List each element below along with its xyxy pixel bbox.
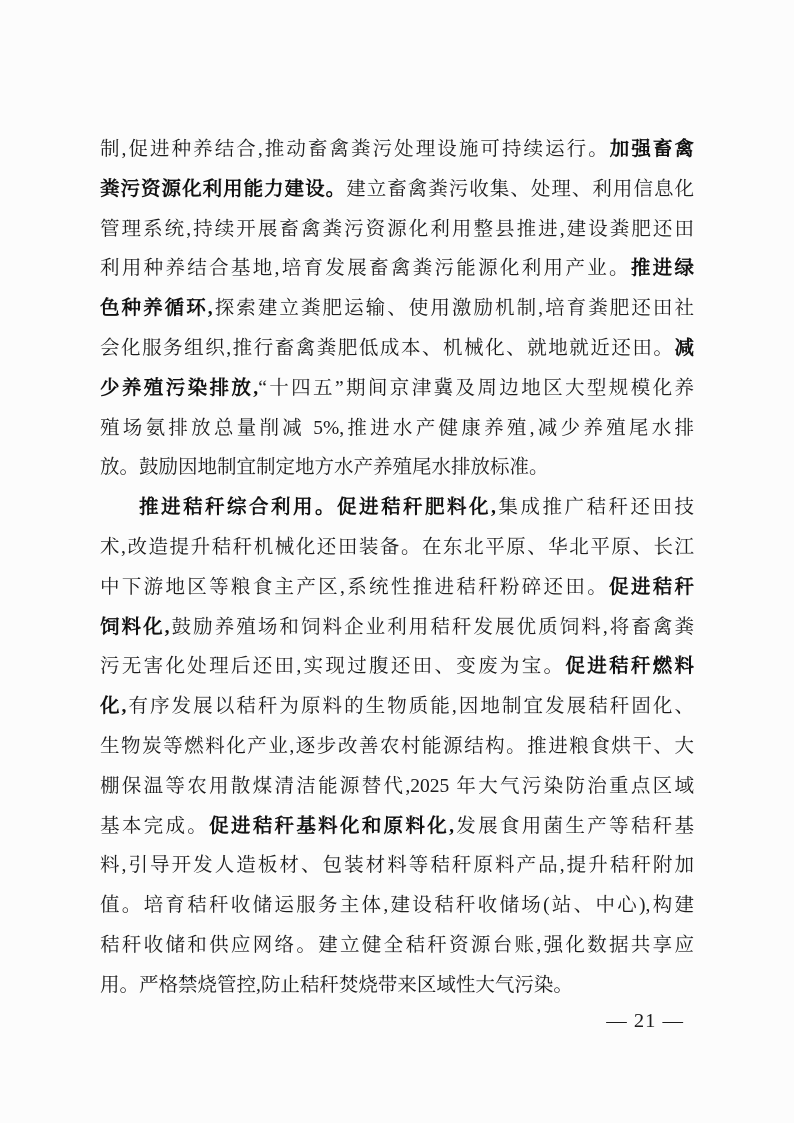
text-line [100, 966, 694, 1006]
text-run: 生物炭等燃料化产业,逐步改善农村能源结构。推进粮食烘干、大 [100, 735, 694, 757]
text-line [100, 687, 694, 727]
bold-text-run: 推进秸秆综合利用。促进秸秆肥料化, [139, 497, 496, 519]
text-run: 探索建立粪肥运输、使用激励机制,培育粪肥还田社 [212, 298, 694, 320]
bold-text-run: 促进秸秆燃料 [565, 656, 694, 678]
text-line [100, 568, 694, 608]
text-run: 用。严格禁烧管控,防止秸秆焚烧带来区域性大气污染。 [100, 974, 573, 996]
text-run: 集成推广秸秆还田技 [495, 497, 694, 519]
text-line [100, 329, 694, 369]
text-run: 放。鼓励因地制宜制定地方水产养殖尾水排放标准。 [100, 457, 549, 479]
bold-text-run: 化, [100, 696, 127, 718]
text-line [100, 210, 694, 250]
text-line [100, 886, 694, 926]
text-run: 术,改造提升秸秆机械化还田装备。在东北平原、华北平原、长江 [100, 536, 694, 558]
text-run: “十四五”期间京津冀及周边地区大型规模化养 [258, 377, 694, 399]
document-body [100, 130, 694, 1006]
text-line [100, 528, 694, 568]
text-run: 秸秆收储和供应网络。建立健全秸秆资源台账,强化数据共享应 [100, 934, 694, 956]
text-line [100, 249, 694, 289]
text-run: 基本完成。 [100, 815, 210, 837]
bold-text-run: 减 [674, 337, 694, 359]
bold-text-run: 粪污资源化利用能力建设。 [100, 178, 347, 200]
text-run: 会化服务组织,推行畜禽粪肥低成本、机械化、就地就近还田。 [100, 337, 675, 359]
text-line [100, 608, 694, 648]
text-line [100, 926, 694, 966]
text-run: 污无害化处理后还田,实现过腹还田、变废为宝。 [100, 656, 566, 678]
bold-text-run: 色种养循环, [100, 298, 213, 320]
bold-text-run: 少养殖污染排放, [100, 377, 259, 399]
text-line [100, 846, 694, 886]
text-line [100, 170, 694, 210]
bold-text-run: 促进秸秆基料化和原料化, [209, 815, 454, 837]
text-line [100, 767, 694, 807]
bold-text-run: 加强畜禽 [609, 139, 694, 160]
text-line [100, 488, 694, 528]
text-run: 中下游地区等粮食主产区,系统性推进秸秆粉碎还田。 [100, 576, 610, 598]
text-run: 建立畜禽粪污收集、处理、利用信息化 [346, 178, 694, 200]
text-run: 发展食用菌生产等秸秆基 [453, 815, 694, 837]
page-number: — 21 — [606, 1010, 684, 1032]
text-line [100, 647, 694, 687]
text-line [100, 448, 694, 488]
text-line [100, 409, 694, 449]
bold-text-run: 促进秸秆 [609, 576, 694, 598]
text-run: 管理系统,持续开展畜禽粪污资源化利用整县推进,建设粪肥还田 [100, 218, 694, 240]
text-line [100, 807, 694, 847]
text-run: 殖场氨排放总量削减 5%,推进水产健康养殖,减少养殖尾水排 [100, 417, 694, 439]
bold-text-run: 推进绿 [630, 258, 694, 280]
text-line [100, 727, 694, 767]
text-run: 值。培育秸秆收储运服务主体,建设秸秆收储场(站、中心),构建 [100, 895, 694, 917]
text-line [100, 289, 694, 329]
text-run: 有序发展以秸秆为原料的生物质能,因地制宜发展秸秆固化、 [126, 696, 694, 718]
text-run: 鼓励养殖场和饲料企业利用秸秆发展优质饲料,将畜禽粪 [169, 616, 694, 638]
text-line [100, 369, 694, 409]
bold-text-run: 饲料化, [100, 616, 170, 638]
text-run: 制,促进种养结合,推动畜禽粪污处理设施可持续运行。 [100, 139, 610, 160]
text-line [100, 130, 694, 170]
text-run: 利用种养结合基地,培育发展畜禽粪污能源化利用产业。 [100, 258, 631, 280]
text-run: 棚保温等农用散煤清洁能源替代,2025 年大气污染防治重点区域 [100, 775, 694, 797]
text-run: 料,引导开发人造板材、包装材料等秸秆原料产品,提升秸秆附加 [100, 855, 694, 877]
